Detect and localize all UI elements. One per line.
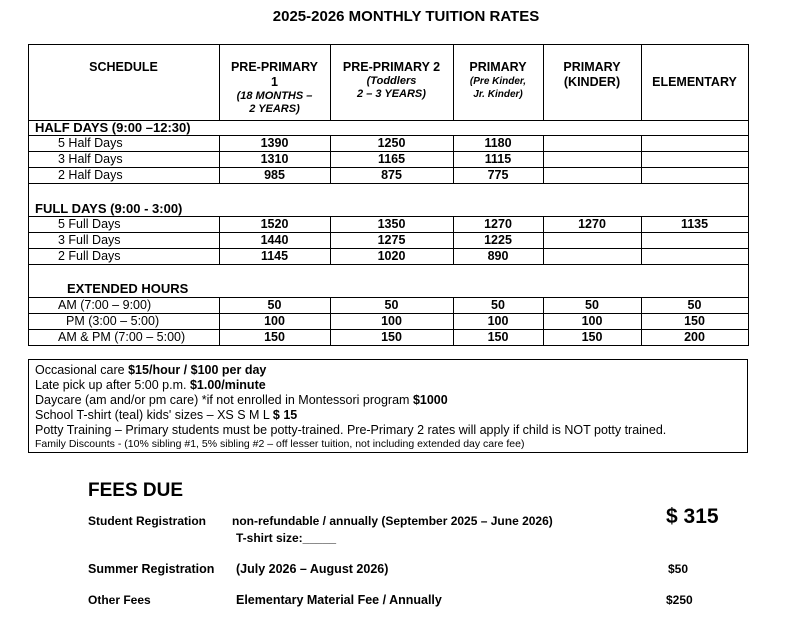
header-elementary: ELEMENTARY [652,75,737,89]
fee-label-student-registration: Student Registration [88,514,207,528]
cell-value: 200 [684,330,705,344]
cell-value: 1250 [377,136,406,150]
row-label: 5 Full Days [58,217,121,231]
cell-value: 1225 [484,233,512,247]
header-pre-primary-1-age2: 2 YEARS) [249,103,300,115]
note-price: $15/hour / $100 per day [128,363,267,377]
cell-value: 100 [264,314,285,328]
cell-value: 1350 [377,217,406,231]
cell-value: 100 [381,314,402,328]
cell-value: 150 [684,314,705,328]
section-extended-hours: EXTENDED HOURS [67,281,189,296]
cell-value: 875 [381,168,402,182]
row-label: 3 Full Days [58,233,121,247]
header-primary-age2: Jr. Kinder) [473,89,523,100]
row-label: 2 Half Days [58,168,123,182]
cell-value: 1310 [260,152,289,166]
header-schedule: SCHEDULE [89,60,158,74]
row-label: AM (7:00 – 9:00) [58,298,152,312]
cell-value: 50 [687,298,702,312]
cell-value: 1180 [484,136,512,150]
row-label: 3 Half Days [58,152,123,166]
fees-title: FEES DUE [88,480,184,501]
fee-amount-other-fees: $250 [666,593,693,607]
cell-value: 50 [384,298,399,312]
fee-desc-summer-registration: (July 2026 – August 2026) [236,562,389,576]
notes-box [28,359,748,453]
header-pre-primary-1-age1: (18 MONTHS – [236,90,313,102]
header-primary [453,60,543,101]
header-pre-primary-1-line1: PRE-PRIMARY [230,60,319,74]
fee-label-summer-registration: Summer Registration [88,562,215,576]
cell-value: 100 [487,314,509,328]
cell-value: 1390 [260,136,289,150]
note-daycare [35,393,448,407]
header-pre-primary-2-age1: (Toddlers [366,75,417,87]
note-text: Late pick up after 5:00 p.m. [35,378,190,392]
cell-value: 1020 [377,249,406,263]
cell-value: 1270 [484,217,512,231]
cell-value: 890 [487,249,509,263]
note-text: School T-shirt (teal) kids' sizes – XS S M L [35,408,273,422]
fee-amount-summer-registration: $50 [668,562,689,576]
tuition-table [28,44,749,349]
cell-value: 1440 [260,233,289,247]
header-primary-kinder [543,60,641,90]
cell-value: 1275 [377,233,406,247]
row-label: 2 Full Days [58,249,121,263]
note-tshirt [35,408,297,422]
cell-value: 150 [487,330,509,344]
header-primary-age1: (Pre Kinder, [469,76,527,87]
cell-value: 775 [487,168,509,182]
note-price: $ 15 [272,408,298,422]
fee-amount-student-registration: $ 315 [666,505,719,528]
fee-desc-other-fees: Elementary Material Fee / Annually [236,593,442,607]
note-potty-training: Potty Training – Primary students must be potty-trained. Pre-Primary 2 rates will apply if child is NOT potty trained. [35,423,667,437]
note-text: Daycare (am and/or pm care) *if not enrolled in Montessori program [35,393,413,407]
note-occasional-care [35,363,266,377]
fee-desc-student-registration: non-refundable / annually (September 2025 – June 2026) [232,514,553,528]
header-pre-primary-2-line1: PRE-PRIMARY 2 [342,60,441,74]
cell-value: 1165 [377,152,406,166]
note-text: Occasional care [35,363,129,377]
note-price: $1.00/minute [189,378,266,392]
page-title: 2025-2026 MONTHLY TUITION RATES [272,8,540,25]
header-pre-primary-2 [330,60,453,101]
cell-value: 150 [381,330,402,344]
row-label: 5 Half Days [58,136,123,150]
header-kinder-line2: (KINDER) [563,75,621,89]
note-price: $1000 [412,393,448,407]
cell-value: 1115 [484,152,512,166]
cell-value: 100 [581,314,603,328]
cell-value: 1145 [260,249,289,263]
cell-value: 150 [264,330,285,344]
row-label: AM & PM (7:00 – 5:00) [58,330,186,344]
cell-value: 50 [267,298,282,312]
cell-value: 50 [585,298,599,312]
cell-value: 1270 [578,217,606,231]
fee-label-other-fees: Other Fees [88,593,151,607]
cell-value: 985 [264,168,285,182]
header-kinder-line1: PRIMARY [563,60,621,74]
header-pre-primary-1 [219,60,330,116]
tshirt-size-field: T-shirt size:_____ [236,531,337,545]
section-full-days: FULL DAYS (9:00 - 3:00) [35,201,183,216]
cell-value: 150 [581,330,603,344]
cell-value: 1135 [680,217,709,231]
section-half-days: HALF DAYS (9:00 –12:30) [35,120,191,135]
row-label: PM (3:00 – 5:00) [66,314,160,328]
cell-value: 1520 [260,217,289,231]
note-late-pickup [35,378,266,392]
header-pre-primary-1-line2: 1 [271,75,278,89]
cell-value: 50 [491,298,505,312]
note-family-discounts: Family Discounts - (10% sibling #1, 5% sibling #2 – off lesser tuition, not including extended day care fee) [35,438,525,450]
header-primary-line1: PRIMARY [469,60,527,74]
header-pre-primary-2-age2: 2 – 3 YEARS) [357,88,426,100]
